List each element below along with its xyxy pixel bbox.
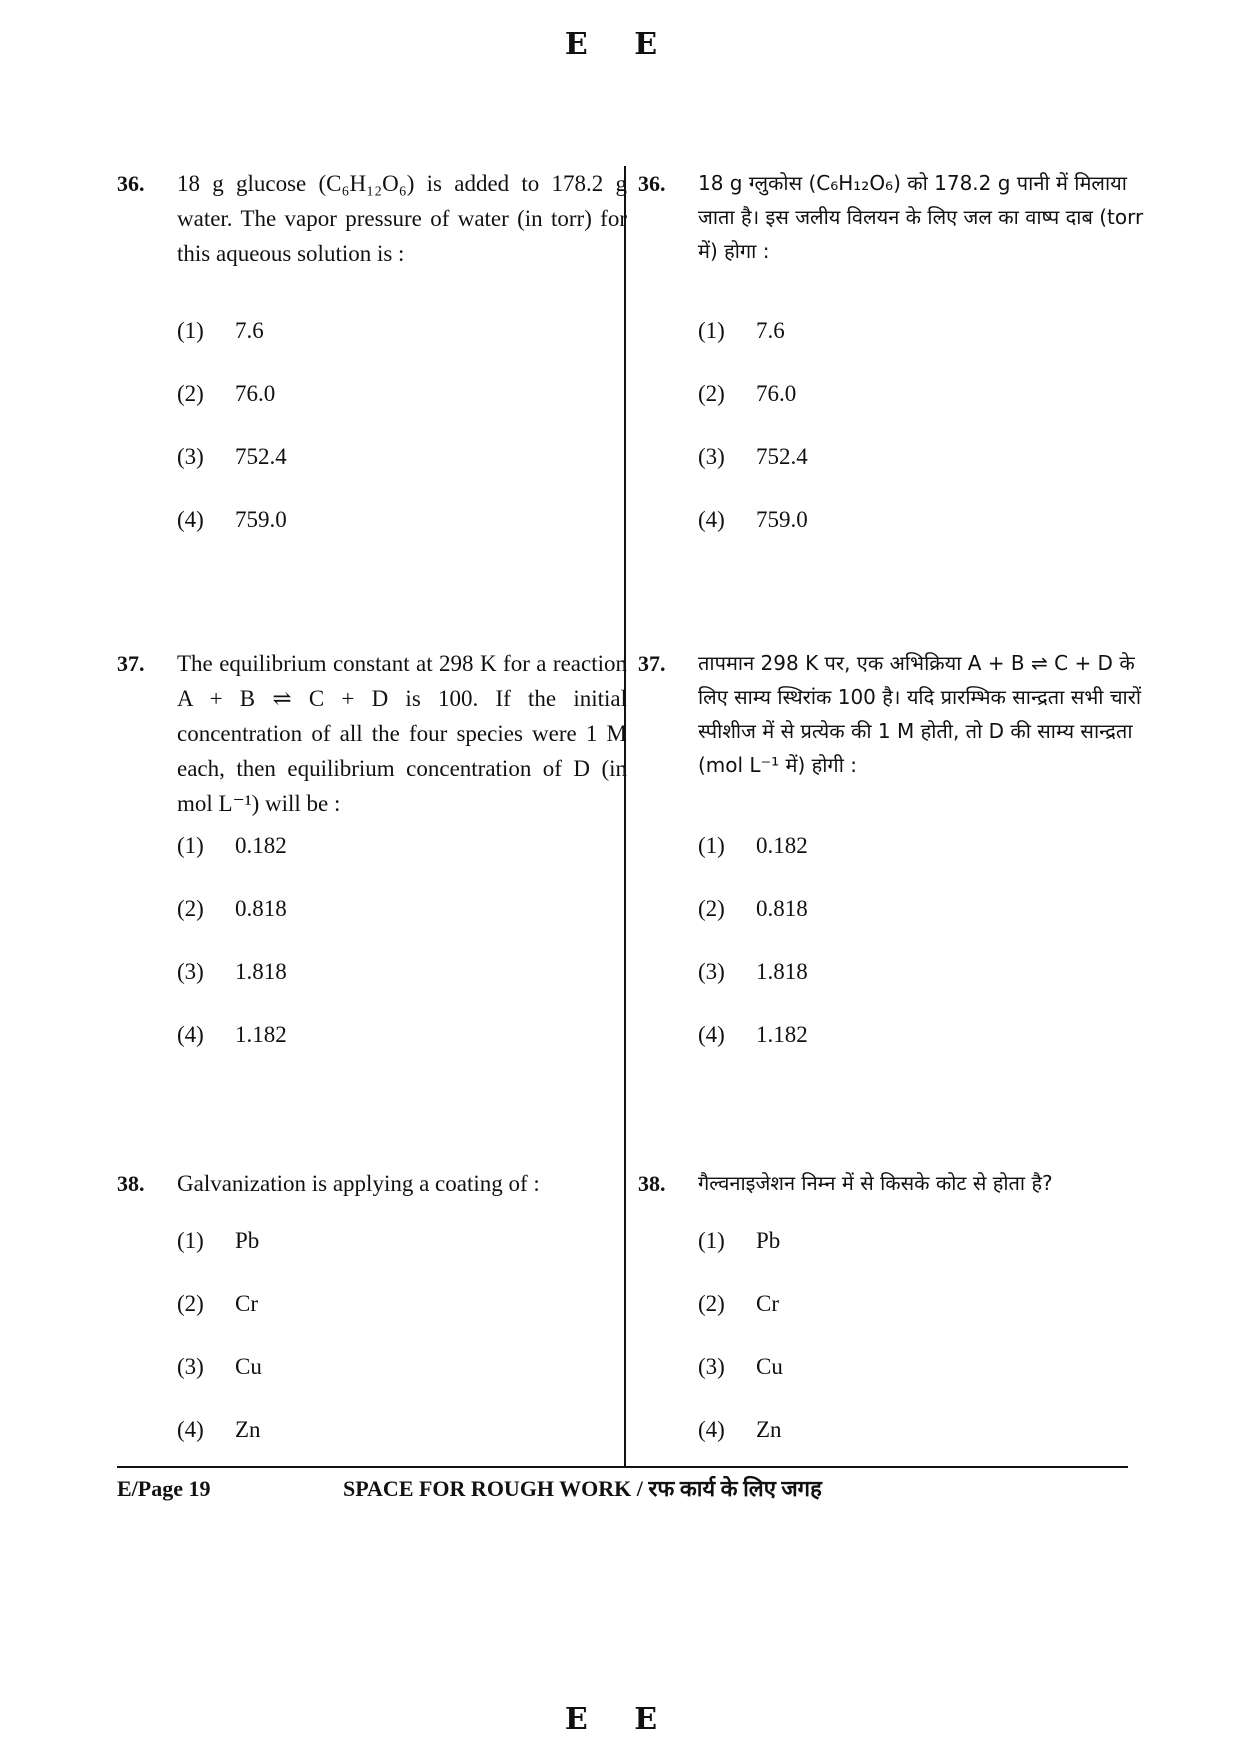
option-label: (4) [698, 507, 725, 532]
option-value: 7.6 [756, 318, 785, 343]
question-number: 37. [638, 651, 666, 676]
option-value: Cr [756, 1291, 779, 1316]
option-label: (3) [698, 444, 725, 469]
option-value: Cu [235, 1354, 262, 1379]
question-text: 18 g ग्लुकोस (C₆H₁₂O₆) को 178.2 g पानी में मिलाया जाता है। इस जलीय विलयन के लिए जल का वाष्प दाब (torr में) होगा : [698, 171, 1144, 263]
option-label: (2) [698, 896, 725, 921]
option-value: 76.0 [235, 381, 276, 406]
option-value: Cr [235, 1291, 258, 1316]
option-label: (2) [177, 1291, 204, 1316]
option-label: (3) [177, 444, 204, 469]
footer-rule [117, 1466, 1128, 1468]
option-label: (1) [177, 1228, 204, 1253]
option-value: 1.818 [756, 959, 808, 984]
question-text: 18 g glucose (C₆H₁₂O₆) is added to 178.2 g water. The vapor pressure of water (in torr) for this aqueous solution is : [177, 171, 627, 266]
option-label: (3) [698, 959, 725, 984]
option-value: 76.0 [756, 381, 797, 406]
option-value: 0.182 [756, 833, 808, 858]
option-label: (3) [698, 1354, 725, 1379]
question-text: गैल्वनाइजेशन निम्न में से किसके कोट से होता है? [698, 1171, 1053, 1195]
option-value: Cu [756, 1354, 783, 1379]
option-value: 752.4 [756, 444, 808, 469]
option-label: (3) [177, 959, 204, 984]
option-value: 0.182 [235, 833, 287, 858]
option-value: 1.818 [235, 959, 287, 984]
option-label: (1) [177, 318, 204, 343]
option-label: (1) [698, 833, 725, 858]
question-number: 37. [117, 651, 145, 676]
option-label: (4) [177, 507, 204, 532]
question-number: 38. [638, 1171, 666, 1196]
option-value: 0.818 [756, 896, 808, 921]
option-label: (3) [177, 1354, 204, 1379]
option-label: (1) [698, 1228, 725, 1253]
option-label: (4) [698, 1022, 725, 1047]
option-value: Zn [756, 1417, 782, 1442]
option-label: (1) [177, 833, 204, 858]
option-label: (2) [698, 381, 725, 406]
option-label: (2) [698, 1291, 725, 1316]
option-value: Zn [235, 1417, 261, 1442]
option-value: 1.182 [756, 1022, 808, 1047]
page-label: E/Page 19 [117, 1476, 211, 1501]
option-value: 759.0 [756, 507, 808, 532]
option-label: (2) [177, 381, 204, 406]
option-value: 752.4 [235, 444, 287, 469]
option-value: Pb [756, 1228, 781, 1253]
option-label: (1) [698, 318, 725, 343]
paper-code-bottom: E E [564, 1702, 676, 1737]
option-label: (4) [698, 1417, 725, 1442]
question-number: 38. [117, 1171, 145, 1196]
option-value: Pb [235, 1228, 260, 1253]
option-label: (4) [177, 1022, 204, 1047]
question-text: तापमान 298 K पर, एक अभिक्रिया A + B ⇌ C + D के लिए साम्य स्थिरांक 100 है। यदि प्रारम्भिक सान्द्रता सभी चारों स्पीशीज में से प्रत्येक की 1 M होती, तो D की साम्य सान्द्रता (mol L⁻¹ में) होगी : [698, 651, 1142, 777]
option-value: 7.6 [235, 318, 264, 343]
option-value: 0.818 [235, 896, 287, 921]
rough-work-label: SPACE FOR ROUGH WORK / रफ कार्य के लिए जगह [343, 1476, 822, 1501]
paper-code-top: E E [564, 27, 676, 62]
question-text: The equilibrium constant at 298 K for a reaction A + B ⇌ C + D is 100. If the initial concentration of all the four species were 1 M each, then equilibrium concentration of D (in mol L⁻¹) will be : [177, 651, 627, 816]
question-number: 36. [117, 171, 145, 196]
option-value: 1.182 [235, 1022, 287, 1047]
question-text: Galvanization is applying a coating of : [177, 1171, 540, 1196]
option-value: 759.0 [235, 507, 287, 532]
option-label: (4) [177, 1417, 204, 1442]
question-number: 36. [638, 171, 666, 196]
option-label: (2) [177, 896, 204, 921]
